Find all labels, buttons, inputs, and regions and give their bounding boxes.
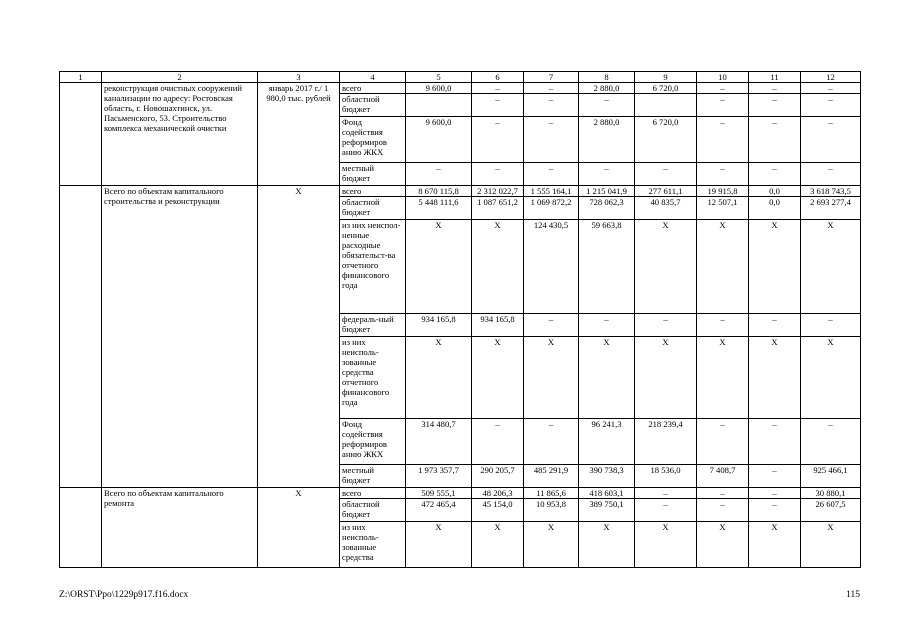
footer-file-path: Z:\ORST\Ppo\1229p917.f16.docx: [59, 590, 189, 600]
funding-source-cell: из них неисполь-зованные средства: [340, 522, 406, 568]
value-cell: –: [749, 117, 801, 163]
value-cell: –: [801, 419, 861, 465]
value-cell: Х: [801, 220, 861, 314]
value-cell: –: [697, 117, 749, 163]
row-number-cell: [60, 488, 102, 568]
table-row: [60, 83, 861, 94]
value-cell: 925 466,1: [801, 465, 861, 488]
value-cell: –: [697, 314, 749, 337]
value-cell: –: [801, 117, 861, 163]
value-cell: Х: [579, 337, 635, 419]
value-cell: –: [749, 94, 801, 117]
value-cell: –: [801, 94, 861, 117]
column-number-cell: 8: [579, 72, 635, 83]
period-cell: январь 2017 г./ 1 980,0 тыс. рублей: [258, 83, 340, 186]
value-cell: Х: [697, 337, 749, 419]
value-cell: –: [472, 94, 524, 117]
value-cell: Х: [406, 522, 472, 568]
value-cell: 11 865,6: [524, 488, 579, 499]
value-cell: 8 670 115,8: [406, 186, 472, 197]
value-cell: 40 835,7: [635, 197, 697, 220]
value-cell: 19 915,8: [697, 186, 749, 197]
funding-source-cell: областной бюджет: [340, 94, 406, 117]
value-cell: –: [472, 163, 524, 186]
value-cell: –: [635, 488, 697, 499]
value-cell: –: [472, 419, 524, 465]
value-cell: 45 154,0: [472, 499, 524, 522]
value-cell: 934 165,8: [406, 314, 472, 337]
budget-table: [59, 71, 861, 568]
object-name-cell: Всего по объектам капитального ремонта: [102, 488, 258, 568]
value-cell: –: [749, 163, 801, 186]
value-cell: 12 507,1: [697, 197, 749, 220]
value-cell: [406, 94, 472, 117]
value-cell: 728 062,3: [579, 197, 635, 220]
value-cell: 389 750,1: [579, 499, 635, 522]
value-cell: –: [801, 163, 861, 186]
value-cell: –: [749, 83, 801, 94]
value-cell: Х: [472, 522, 524, 568]
funding-source-cell: федераль-ный бюджет: [340, 314, 406, 337]
value-cell: 277 611,1: [635, 186, 697, 197]
funding-source-cell: из них неиспол-ненные расходные обязательст-ва отчетного финансового года: [340, 220, 406, 314]
value-cell: –: [697, 488, 749, 499]
value-cell: –: [801, 83, 861, 94]
value-cell: Х: [801, 522, 861, 568]
column-number-cell: 2: [102, 72, 258, 83]
value-cell: Х: [524, 337, 579, 419]
value-cell: [635, 94, 697, 117]
value-cell: –: [472, 117, 524, 163]
funding-source-cell: всего: [340, 83, 406, 94]
column-number-cell: 3: [258, 72, 340, 83]
column-number-cell: 9: [635, 72, 697, 83]
value-cell: Х: [406, 337, 472, 419]
funding-source-cell: местный бюджет: [340, 465, 406, 488]
value-cell: Х: [635, 522, 697, 568]
value-cell: 7 408,7: [697, 465, 749, 488]
funding-source-cell: областной бюджет: [340, 197, 406, 220]
value-cell: 314 480,7: [406, 419, 472, 465]
value-cell: –: [697, 499, 749, 522]
funding-source-cell: всего: [340, 186, 406, 197]
value-cell: 96 241,3: [579, 419, 635, 465]
column-number-cell: 11: [749, 72, 801, 83]
value-cell: –: [635, 163, 697, 186]
value-cell: 934 165,8: [472, 314, 524, 337]
column-number-cell: 1: [60, 72, 102, 83]
value-cell: 1 087 651,2: [472, 197, 524, 220]
value-cell: 485 291,9: [524, 465, 579, 488]
value-cell: Х: [472, 220, 524, 314]
value-cell: 59 663,8: [579, 220, 635, 314]
funding-source-cell: областной бюджет: [340, 499, 406, 522]
value-cell: –: [801, 314, 861, 337]
value-cell: Х: [635, 337, 697, 419]
funding-source-cell: всего: [340, 488, 406, 499]
column-number-cell: 5: [406, 72, 472, 83]
table-row: [60, 488, 861, 499]
value-cell: 124 430,5: [524, 220, 579, 314]
value-cell: 6 720,0: [635, 83, 697, 94]
value-cell: –: [579, 163, 635, 186]
value-cell: 2 880,0: [579, 117, 635, 163]
column-number-cell: 10: [697, 72, 749, 83]
row-number-cell: [60, 83, 102, 186]
row-number-cell: [60, 186, 102, 488]
value-cell: 218 239,4: [635, 419, 697, 465]
value-cell: Х: [579, 522, 635, 568]
value-cell: –: [524, 163, 579, 186]
value-cell: 5 448 111,6: [406, 197, 472, 220]
object-name-cell: реконструкция очистных сооружений канализации по адресу: Ростовская область, г. Новошахтинск, ул. Пасьменского, 53. Строительство комплекса механической очистки: [102, 83, 258, 186]
value-cell: –: [406, 163, 472, 186]
value-cell: 10 953,8: [524, 499, 579, 522]
value-cell: 390 738,3: [579, 465, 635, 488]
value-cell: –: [697, 94, 749, 117]
value-cell: 6 720,0: [635, 117, 697, 163]
value-cell: 1 215 041,9: [579, 186, 635, 197]
value-cell: Х: [801, 337, 861, 419]
value-cell: 2 312 022,7: [472, 186, 524, 197]
column-number-cell: 7: [524, 72, 579, 83]
period-cell: Х: [258, 488, 340, 568]
value-cell: 30 880,1: [801, 488, 861, 499]
column-number-row: [60, 72, 861, 83]
value-cell: 509 555,1: [406, 488, 472, 499]
value-cell: Х: [749, 337, 801, 419]
value-cell: 1 973 357,7: [406, 465, 472, 488]
value-cell: 18 536,0: [635, 465, 697, 488]
object-name-cell: Всего по объектам капитального строительства и реконструкции: [102, 186, 258, 488]
value-cell: –: [749, 499, 801, 522]
value-cell: 0,0: [749, 197, 801, 220]
funding-source-cell: из них неисполь-зованные средства отчетного финансового года: [340, 337, 406, 419]
value-cell: –: [749, 465, 801, 488]
value-cell: 48 206,3: [472, 488, 524, 499]
value-cell: 2 693 277,4: [801, 197, 861, 220]
value-cell: –: [524, 94, 579, 117]
value-cell: Х: [749, 522, 801, 568]
funding-source-cell: Фонд содействия реформиров анию ЖКХ: [340, 117, 406, 163]
value-cell: 9 600,0: [406, 83, 472, 94]
value-cell: 9 600,0: [406, 117, 472, 163]
column-number-cell: 6: [472, 72, 524, 83]
value-cell: 290 205,7: [472, 465, 524, 488]
value-cell: –: [635, 314, 697, 337]
value-cell: –: [697, 83, 749, 94]
value-cell: Х: [697, 220, 749, 314]
value-cell: Х: [697, 522, 749, 568]
value-cell: –: [579, 94, 635, 117]
value-cell: –: [524, 83, 579, 94]
value-cell: 0,0: [749, 186, 801, 197]
value-cell: Х: [524, 522, 579, 568]
column-number-cell: 4: [340, 72, 406, 83]
value-cell: –: [579, 314, 635, 337]
value-cell: –: [749, 419, 801, 465]
value-cell: –: [524, 117, 579, 163]
value-cell: 418 603,1: [579, 488, 635, 499]
value-cell: 472 465,4: [406, 499, 472, 522]
value-cell: –: [472, 83, 524, 94]
funding-source-cell: местный бюджет: [340, 163, 406, 186]
column-number-cell: 12: [801, 72, 861, 83]
value-cell: –: [749, 314, 801, 337]
value-cell: –: [524, 314, 579, 337]
value-cell: –: [697, 163, 749, 186]
value-cell: 26 607,5: [801, 499, 861, 522]
value-cell: Х: [635, 220, 697, 314]
funding-source-cell: Фонд содействия реформиров анию ЖКХ: [340, 419, 406, 465]
value-cell: 1 069 872,2: [524, 197, 579, 220]
value-cell: 1 555 164,1: [524, 186, 579, 197]
value-cell: Х: [472, 337, 524, 419]
value-cell: Х: [749, 220, 801, 314]
value-cell: –: [697, 419, 749, 465]
page-number: 115: [846, 590, 860, 600]
value-cell: –: [524, 419, 579, 465]
value-cell: 2 880,0: [579, 83, 635, 94]
value-cell: –: [749, 488, 801, 499]
value-cell: Х: [406, 220, 472, 314]
period-cell: Х: [258, 186, 340, 488]
value-cell: –: [635, 499, 697, 522]
value-cell: 3 618 743,5: [801, 186, 861, 197]
table-row: [60, 186, 861, 197]
